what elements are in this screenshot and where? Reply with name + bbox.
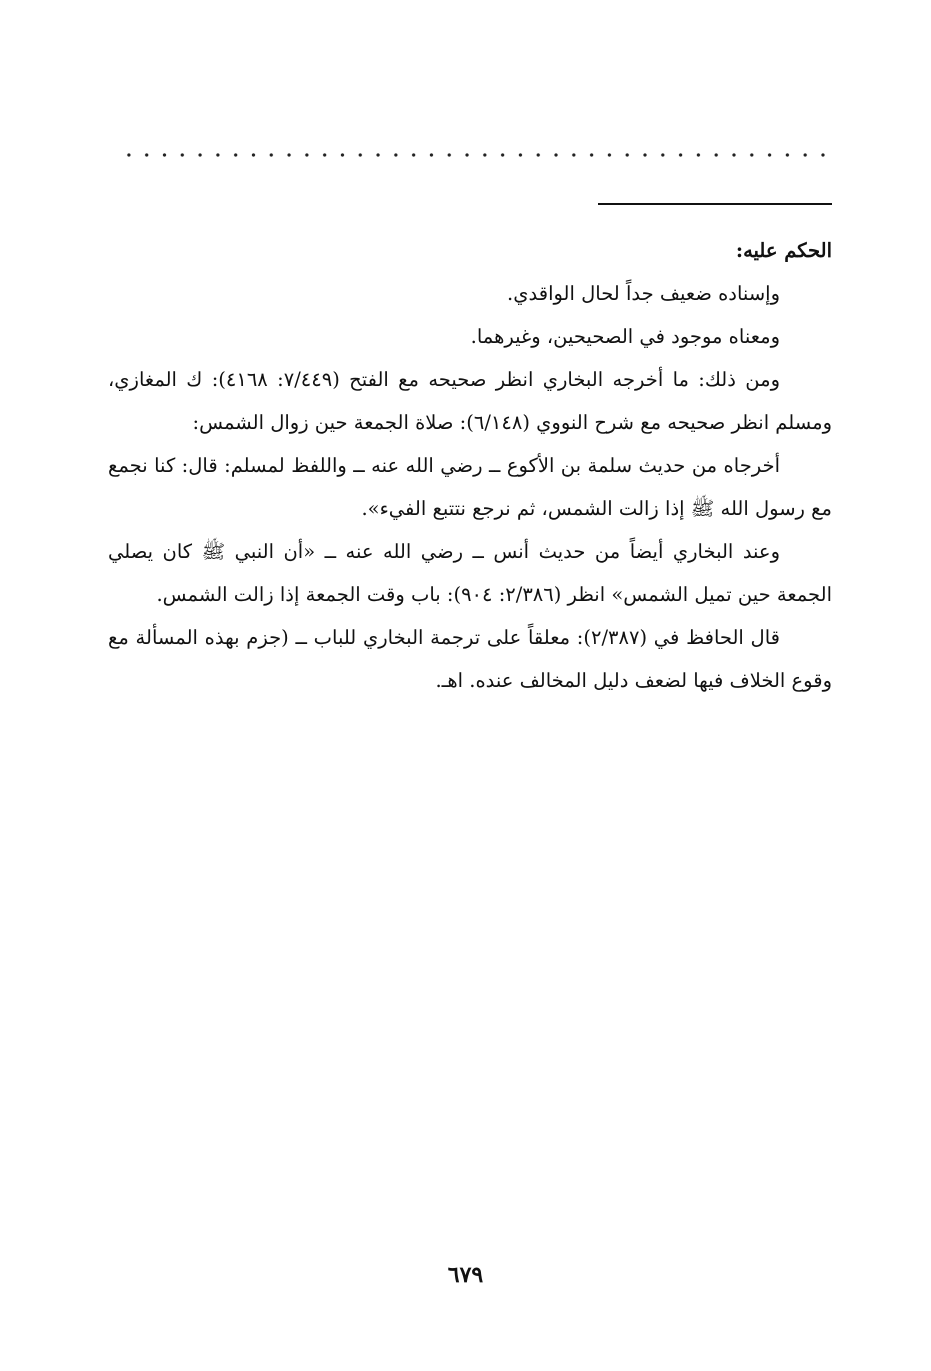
paragraph: أخرجاه من حديث سلمة بن الأكوع ــ رضي الله عنه ــ واللفظ لمسلم: قال: كنا نجمع مع رسول الله ﷺ إذا زالت الشمس، ثم نرجع نتتبع الفيء».: [108, 454, 832, 520]
paragraph: وعند البخاري أيضاً من حديث أنس ــ رضي الله عنه ــ «أن النبي ﷺ كان يصلي الجمعة حين تميل الشمس» انظر (٢/٣٨٦: ٩٠٤): باب وقت الجمعة إذا زالت الشمس.: [108, 540, 832, 606]
dotted-rule: [120, 150, 832, 160]
paragraph: ومن ذلك: ما أخرجه البخاري انظر صحيحه مع الفتح (٧/٤٤٩: ٤١٦٨): ك المغازي، ومسلم انظر صحيحه مع شرح النووي (٦/١٤٨): صلاة الجمعة حين زوال الشمس:: [108, 368, 832, 434]
paragraph: قال الحافظ في (٢/٣٨٧): معلقاً على ترجمة البخاري للباب ــ (جزم بهذه المسألة مع وقوع الخلاف فيها لضعف دليل المخالف عنده. اهـ.: [108, 626, 832, 692]
body-text: [108, 229, 832, 702]
paragraph: ومعناه موجود في الصحيحين، وغيرهما.: [470, 325, 780, 348]
paragraph: وإسناده ضعيف جداً لحال الواقدي.: [507, 282, 780, 305]
page-number: ٦٧٩: [447, 1262, 484, 1288]
section-heading: الحكم عليه:: [735, 239, 832, 262]
footnote-separator: [598, 203, 832, 205]
